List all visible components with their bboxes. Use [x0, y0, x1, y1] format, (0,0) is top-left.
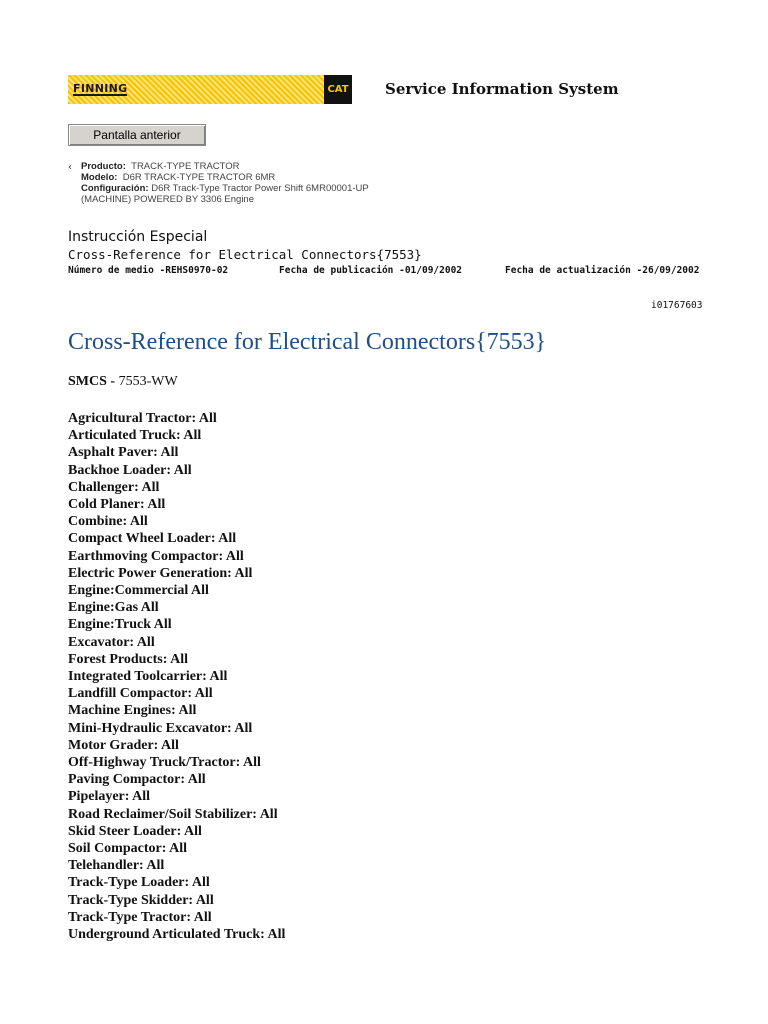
document-id: i01767603 [651, 300, 703, 311]
document-subtitle: Cross-Reference for Electrical Connectors{7553} [68, 247, 422, 262]
list-item: Engine:Gas All [68, 600, 159, 616]
modelo-row: Modelo: D6R TRACK-TYPE TRACTOR 6MR [81, 172, 276, 183]
cat-logo: CAT [324, 75, 352, 104]
list-item: Track-Type Skidder: All [68, 892, 214, 908]
producto-row: Producto: TRACK-TYPE TRACTOR [81, 161, 240, 172]
list-item: Track-Type Tractor: All [68, 909, 212, 925]
list-item: Engine:Commercial All [68, 583, 209, 599]
list-item: Off-Highway Truck/Tractor: All [68, 755, 261, 771]
list-item: Backhoe Loader: All [68, 462, 192, 478]
list-item: Combine: All [68, 514, 148, 530]
chevron-left-icon[interactable]: ‹ [68, 162, 72, 173]
document-type: Instrucción Especial [68, 229, 208, 245]
list-item: Pipelayer: All [68, 789, 151, 805]
list-item: Soil Compactor: All [68, 841, 187, 857]
page-title: Cross-Reference for Electrical Connectors{7553} [68, 329, 547, 355]
system-title: Service Information System [385, 80, 619, 98]
publication-date: Fecha de publicación -01/09/2002 [279, 265, 463, 276]
configuracion-row: Configuración: D6R Track-Type Tractor Power Shift 6MR00001-UP [81, 183, 369, 194]
applicability-list [68, 410, 285, 943]
product-info [81, 161, 369, 205]
configuracion-row-2: (MACHINE) POWERED BY 3306 Engine [81, 194, 254, 205]
list-item: Electric Power Generation: All [68, 565, 253, 581]
list-item: Machine Engines: All [68, 703, 197, 719]
finning-logo: FINNING [73, 82, 128, 95]
finning-banner [68, 75, 352, 104]
list-item: Asphalt Paver: All [68, 445, 179, 461]
back-button[interactable]: Pantalla anterior [68, 124, 206, 146]
list-item: Telehandler: All [68, 858, 165, 874]
list-item: Excavator: All [68, 634, 155, 650]
list-item: Underground Articulated Truck: All [68, 927, 286, 943]
list-item: Articulated Truck: All [68, 428, 202, 444]
list-item: Track-Type Loader: All [68, 875, 210, 891]
list-item: Integrated Toolcarrier: All [68, 669, 228, 685]
list-item: Road Reclaimer/Soil Stabilizer: All [68, 806, 278, 822]
list-item: Paving Compactor: All [68, 772, 206, 788]
list-item: Agricultural Tractor: All [68, 411, 217, 426]
list-item: Forest Products: All [68, 651, 189, 667]
list-item: Cold Planer: All [68, 497, 166, 513]
list-item: Earthmoving Compactor: All [68, 548, 244, 564]
list-item: Engine:Truck All [68, 617, 172, 633]
list-item: Motor Grader: All [68, 737, 179, 753]
media-number: Número de medio -REHS0970-02 [68, 265, 229, 276]
list-item: Mini-Hydraulic Excavator: All [68, 720, 253, 736]
update-date: Fecha de actualización -26/09/2002 [505, 265, 700, 276]
list-item: Skid Steer Loader: All [68, 823, 202, 839]
list-item: Compact Wheel Loader: All [68, 531, 237, 547]
list-item: Landfill Compactor: All [68, 686, 213, 702]
list-item: Challenger: All [68, 479, 160, 495]
smcs-code: SMCS - 7553-WW [68, 374, 178, 389]
